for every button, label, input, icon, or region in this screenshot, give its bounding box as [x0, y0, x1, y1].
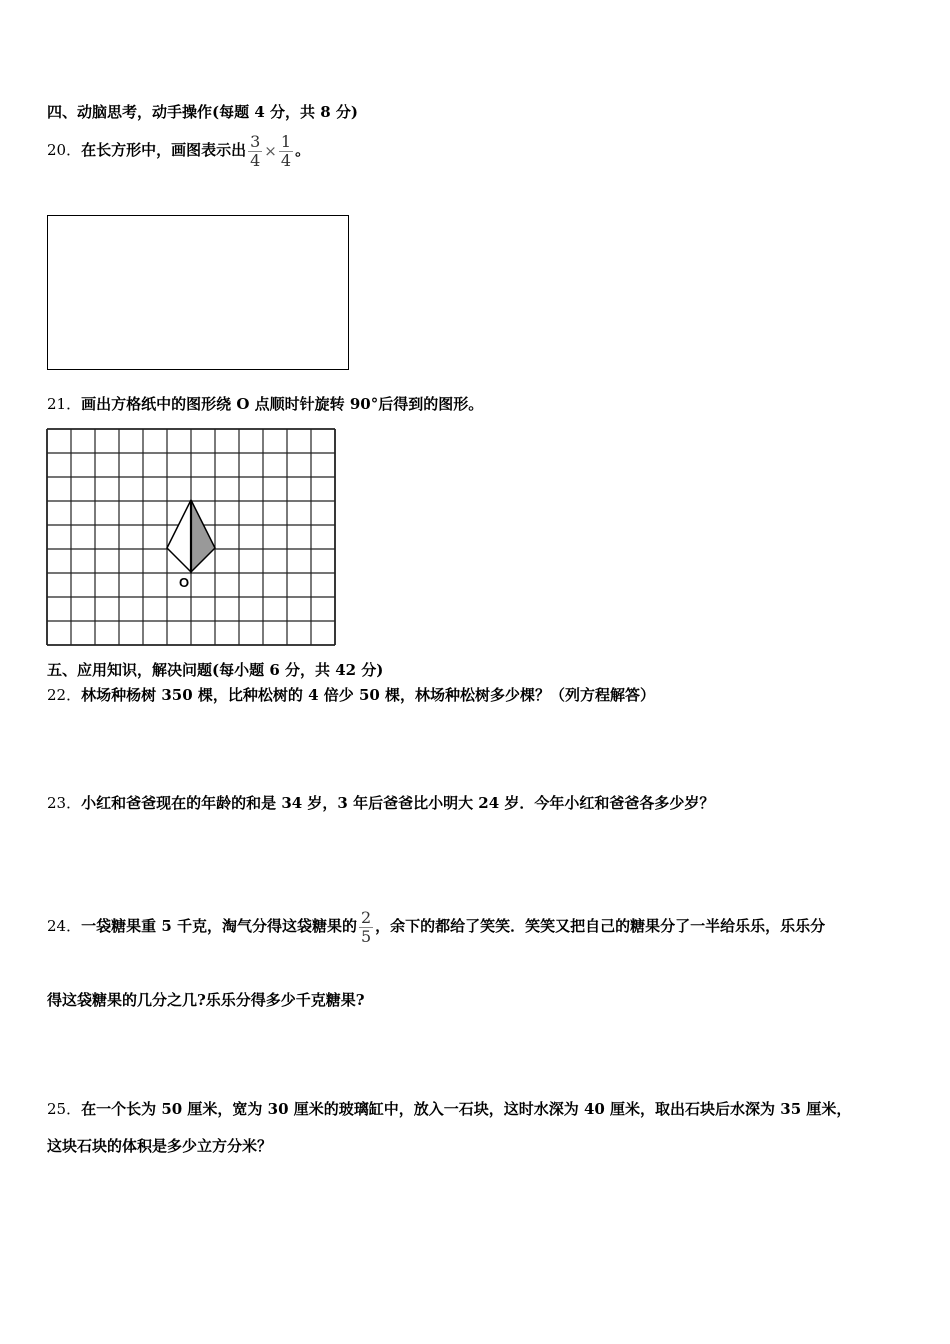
section-5-title: 五、应用知识，解决问题(每小题 6 分，共 42 分)	[47, 661, 384, 679]
question-25	[47, 1099, 851, 1119]
point-o-label: O	[179, 575, 190, 590]
fraction-denominator: 4	[280, 150, 292, 170]
fraction-one-quarter	[279, 133, 293, 170]
question-22-text: 林场种杨树 350 棵，比种松树的 4 倍少 50 棵，林场种松树多少棵？（列方程解答）	[81, 686, 656, 704]
fraction-three-quarters	[248, 133, 262, 170]
white-triangle	[167, 500, 191, 572]
fraction-numerator: 3	[250, 131, 261, 151]
question-20-text: 在长方形中，画图表示出	[81, 141, 247, 159]
question-21-text: 画出方格纸中的图形绕 O 点顺时针旋转 90°后得到的图形。	[81, 395, 484, 413]
fraction-denominator: 5	[360, 926, 372, 946]
question-24-line-2: 得这袋糖果的几分之几?乐乐分得多少千克糖果?	[47, 991, 365, 1009]
question-22-number: 22．	[47, 686, 82, 704]
question-24-text-cont: ，余下的都给了笑笑．笑笑又把自己的糖果分了一半给乐乐，乐乐分	[375, 917, 826, 935]
fraction-numerator: 1	[280, 131, 292, 151]
question-23-text: 小红和爸爸现在的年龄的和是 34 岁，3 年后爸爸比小明大 24 岁．今年小红和爸爸各多少岁？	[81, 794, 715, 812]
grid-paper[interactable]	[46, 428, 338, 648]
question-25-text: 在一个长为 50 厘米，宽为 30 厘米的玻璃缸中，放入一石块，这时水深为 40 厘米，取出石块后水深为 35 厘米，	[81, 1100, 852, 1118]
question-23-number: 23．	[47, 794, 82, 812]
times-sign: ×	[264, 142, 277, 160]
fraction-numerator: 2	[360, 907, 372, 927]
question-22	[47, 685, 655, 705]
fraction-denominator: 4	[250, 150, 261, 170]
drawing-rectangle[interactable]	[47, 215, 349, 370]
question-20-end: 。	[295, 141, 311, 159]
question-21	[47, 394, 483, 414]
question-24	[47, 904, 825, 948]
question-20	[47, 128, 310, 173]
shaded-triangle	[191, 500, 215, 572]
question-23	[47, 793, 714, 813]
question-24-text: 一袋糖果重 5 千克，淘气分得这袋糖果的	[81, 917, 357, 935]
question-24-number: 24．	[47, 917, 82, 935]
section-4-title: 四、动脑思考，动手操作(每题 4 分，共 8 分)	[47, 103, 358, 121]
question-20-number: 20．	[47, 141, 82, 159]
fraction-two-fifths	[359, 909, 373, 946]
question-25-line-2: 这块石块的体积是多少立方分米？	[47, 1137, 273, 1155]
question-25-number: 25．	[47, 1100, 82, 1118]
question-21-number: 21．	[47, 395, 82, 413]
